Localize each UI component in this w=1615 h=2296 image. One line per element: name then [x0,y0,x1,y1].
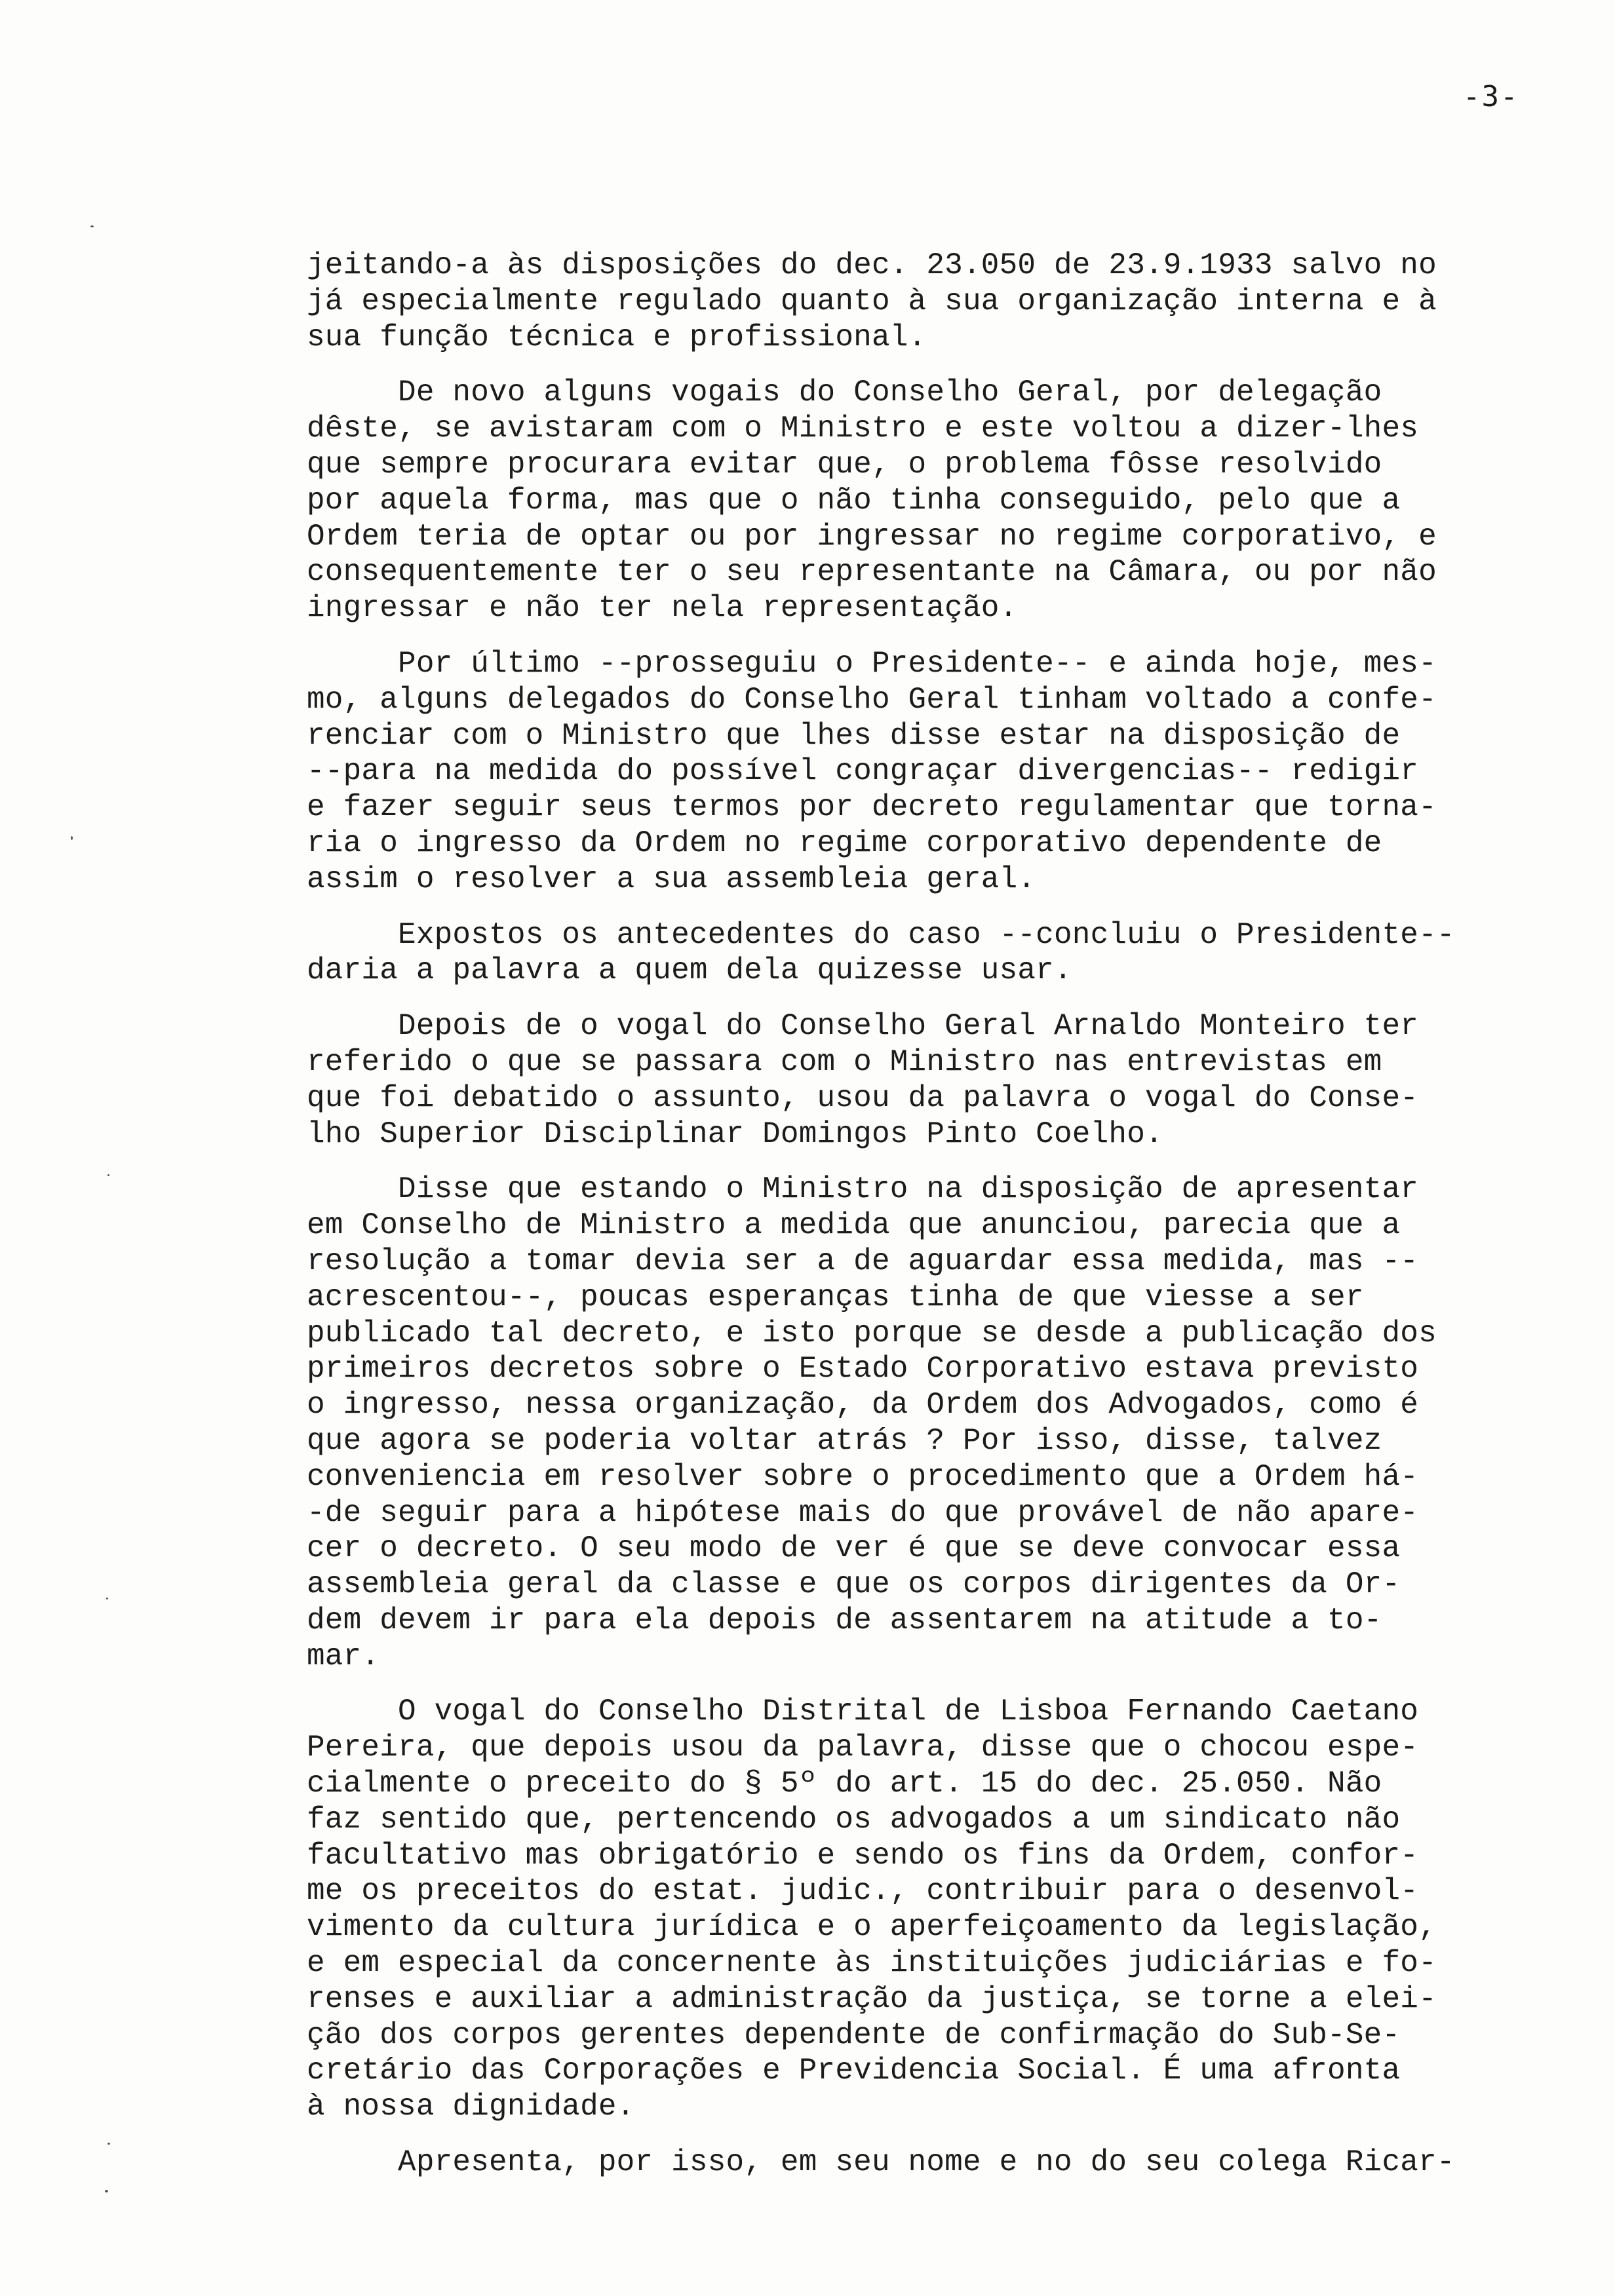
text-line: em Conselho de Ministro a medida que anunciou, parecia que a [307,1208,1401,1243]
paragraph [307,1008,1530,1152]
text-line: primeiros decretos sobre o Estado Corporativo estava previsto [307,1352,1419,1387]
text-line: Disse que estando o Ministro na disposição de apresentar [307,1172,1419,1207]
text-line: lho Superior Disciplinar Domingos Pinto Coelho. [307,1117,1163,1151]
text-line: De novo alguns vogais do Conselho Geral, por delegação [307,375,1382,410]
paragraph [307,375,1530,626]
text-line: me os preceitos do estat. judic., contribuir para o desenvol- [307,1874,1419,1909]
text-line: mo, alguns delegados do Conselho Geral tinham voltado a confe- [307,682,1437,717]
text-line: daria a palavra a quem dela quizesse usar. [307,953,1072,988]
paragraph [307,1694,1530,2125]
text-line: dêste, se avistaram com o Ministro e este voltou a dizer-lhes [307,411,1419,446]
text-line: sua função técnica e profissional. [307,320,927,354]
text-line: Depois de o vogal do Conselho Geral Arnaldo Monteiro ter [307,1009,1419,1044]
text-line: jeitando-a às disposições do dec. 23.050 de 23.9.1933 salvo no [307,248,1437,282]
text-line: ingressar e não ter nela representação. [307,591,1018,626]
text-line: Por último --prosseguiu o Presidente-- e ainda hoje, mes- [307,646,1437,681]
paragraph [307,1172,1530,1674]
paragraph [307,917,1530,989]
text-line: Expostos os antecedentes do caso --concluiu o Presidente-- [307,917,1455,952]
text-line: mar. [307,1639,380,1674]
text-line: Apresenta, por isso, em seu nome e no do seu colega Ricar- [307,2145,1455,2180]
text-line: dem devem ir para ela depois de assentarem na atitude a to- [307,1603,1382,1637]
text-line: por aquela forma, mas que o não tinha conseguido, pelo que a [307,483,1401,518]
text-line: referido o que se passara com o Ministro nas entrevistas em [307,1044,1382,1079]
margin-speck [107,1174,109,1176]
text-line: assembleia geral da classe e que os corpos dirigentes da Or- [307,1567,1401,1602]
margin-speck [106,1598,108,1599]
text-line: assim o resolver a sua assembleia geral. [307,862,1036,896]
text-line: resolução a tomar devia ser a de aguardar essa medida, mas -- [307,1244,1419,1278]
margin-speck [90,225,94,227]
text-line: que foi debatido o assunto, usou da palavra o vogal do Conse- [307,1081,1419,1115]
text-line: Ordem teria de optar ou por ingressar no regime corporativo, e [307,519,1437,554]
text-line: cer o decreto. O seu modo de ver é que se deve convocar essa [307,1531,1401,1566]
text-line: faz sentido que, pertencendo os advogados a um sindicato não [307,1802,1401,1837]
text-line: -de seguir para a hipótese mais do que provável de não apare- [307,1495,1419,1530]
text-line: renciar com o Ministro que lhes disse estar na disposição de [307,718,1401,753]
paragraph [307,646,1530,898]
text-line: que sempre procurara evitar que, o problema fôsse resolvido [307,447,1382,482]
text-line: Pereira, que depois usou da palavra, disse que o chocou espe- [307,1731,1419,1765]
text-line: facultativo mas obrigatório e sendo os fins da Ordem, confor- [307,1838,1419,1873]
text-line: que agora se poderia voltar atrás ? Por isso, disse, talvez [307,1423,1382,1458]
margin-speck [107,2143,110,2145]
text-line: acrescentou--, poucas esperanças tinha de que viesse a ser [307,1280,1364,1314]
text-line: consequentemente ter o seu representante na Câmara, ou por não [307,555,1437,590]
text-line: cretário das Corporações e Previdencia Social. É uma afronta [307,2054,1401,2088]
text-line: o ingresso, nessa organização, da Ordem dos Advogados, como é [307,1388,1419,1423]
text-line: O vogal do Conselho Distrital de Lisboa Fernando Caetano [307,1694,1419,1729]
text-line: --para na medida do possível congraçar divergencias-- redigir [307,754,1419,789]
text-line: renses e auxiliar a administração da justiça, se torne a elei- [307,1981,1437,2016]
text-line: já especialmente regulado quanto à sua organização interna e à [307,284,1437,318]
margin-speck [105,2190,108,2192]
text-line: cialmente o preceito do § 5º do art. 15 do dec. 25.050. Não [307,1767,1382,1801]
text-line: vimento da cultura jurídica e o aperfeiçoamento da legislação, [307,1910,1437,1945]
text-line: conveniencia em resolver sobre o procedimento que a Ordem há- [307,1459,1419,1494]
text-line: e fazer seguir seus termos por decreto regulamentar que torna- [307,790,1437,825]
page-number: -3- [1463,80,1519,113]
text-line: ção dos corpos gerentes dependente de confirmação do Sub-Se- [307,2018,1401,2052]
text-line: e em especial da concernente às instituições judiciárias e fo- [307,1946,1437,1981]
text-line: ria o ingresso da Ordem no regime corporativo dependente de [307,826,1382,860]
margin-speck [71,836,73,840]
text-line: à nossa dignidade. [307,2090,635,2124]
paragraph [307,248,1530,355]
text-line: publicado tal decreto, e isto porque se desde a publicação dos [307,1316,1437,1350]
paragraph [307,2145,1530,2181]
document-body [307,248,1530,2181]
